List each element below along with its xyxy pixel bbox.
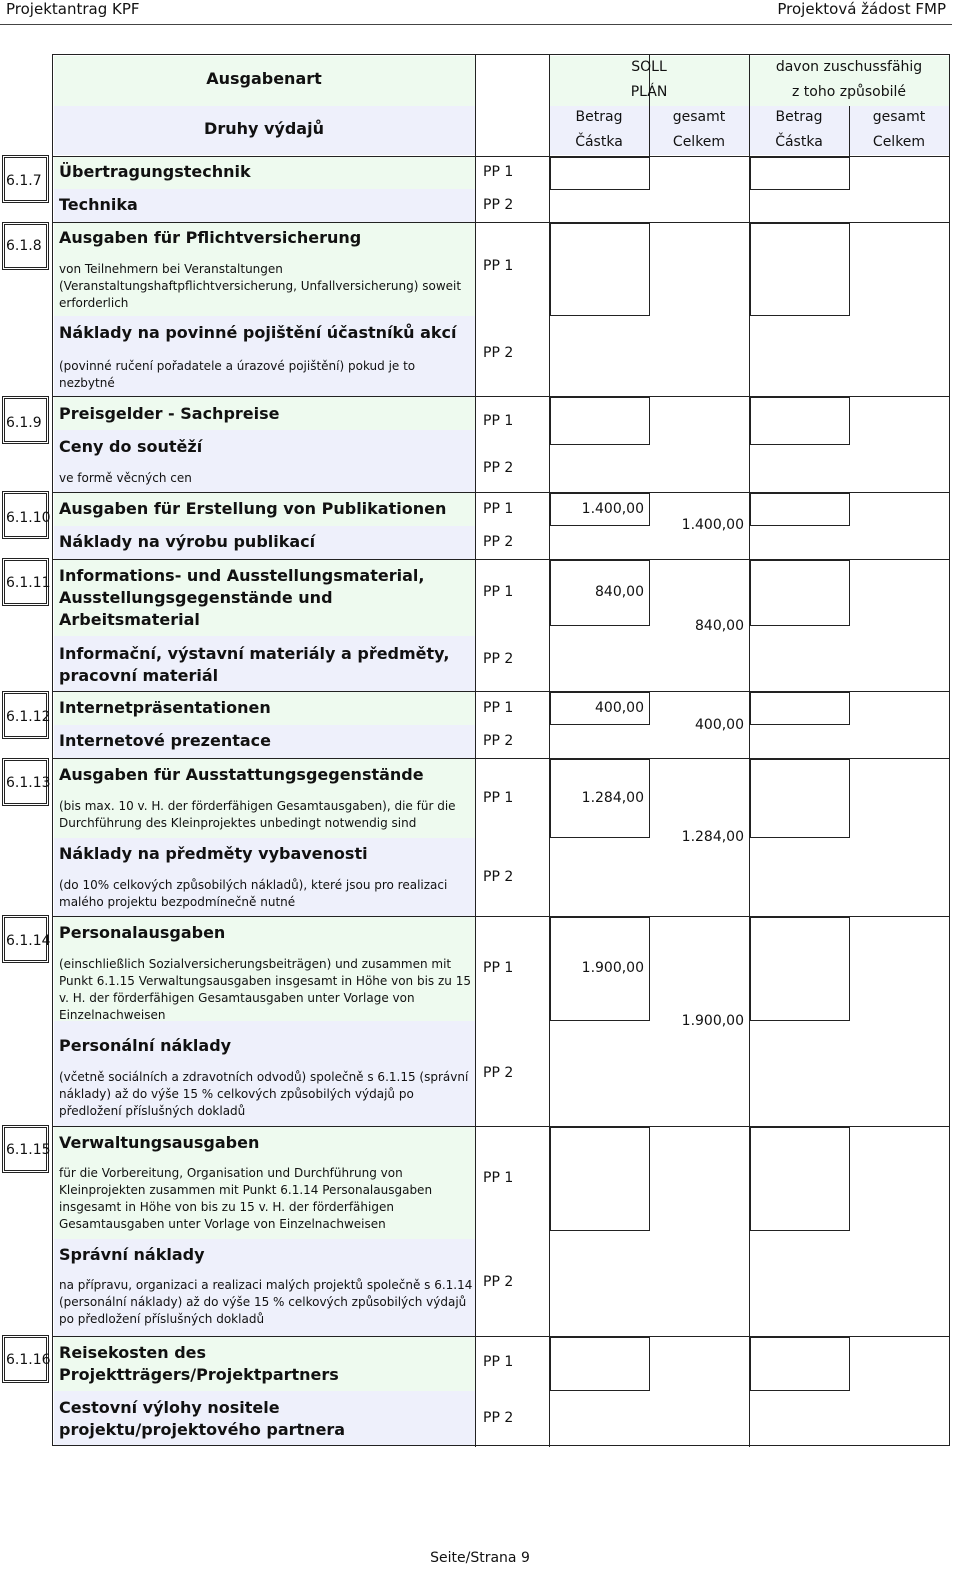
gesamt-value: 1.284,00 bbox=[681, 829, 744, 845]
row-number: 6.1.9 bbox=[2, 396, 49, 444]
header-gesamt: gesamt bbox=[672, 109, 726, 125]
row-title-de: Personalausgaben bbox=[59, 923, 226, 942]
pp1-betrag: 840,00 bbox=[595, 584, 644, 600]
pp1-label: PP 1 bbox=[483, 501, 514, 517]
row-number: 6.1.12 bbox=[2, 691, 49, 739]
header-betrag-eligible: Betrag bbox=[775, 109, 823, 125]
row-number: 6.1.8 bbox=[2, 222, 49, 270]
header-castka-eligible: Částka bbox=[775, 134, 823, 150]
pp1-label: PP 1 bbox=[483, 1170, 514, 1186]
row-title-de: Ausgaben für Erstellung von Publikationen bbox=[59, 499, 447, 518]
pp1-betrag: 1.900,00 bbox=[581, 960, 644, 976]
header-eligible-de: davon zuschussfähig bbox=[775, 59, 923, 75]
row-title-de: Preisgelder - Sachpreise bbox=[59, 404, 280, 423]
row-desc-cz: (do 10% celkových způsobilých nákladů), které jsou pro realizaci malého projektu bezpodmínečně nutné bbox=[59, 878, 448, 909]
row-title-cz: Cestovní výlohy nositele projektu/projektového partnera bbox=[59, 1398, 346, 1439]
pp2-label: PP 2 bbox=[483, 651, 514, 667]
row-title-cz: Informační, výstavní materiály a předměty, pracovní materiál bbox=[59, 644, 450, 685]
amount-cell bbox=[750, 560, 850, 626]
row-title-de: Verwaltungsausgaben bbox=[59, 1133, 260, 1152]
row-title-de: Ausgaben für Pflichtversicherung bbox=[59, 228, 362, 247]
pp2-label: PP 2 bbox=[483, 1274, 514, 1290]
amount-cell bbox=[550, 223, 650, 316]
row-desc-de: von Teilnehmern bei Veranstaltungen (Veranstaltungshaftpflichtversicherung, Unfallversicherung) soweit erforderlich bbox=[59, 262, 462, 310]
expense-table bbox=[52, 54, 950, 1446]
pp1-betrag: 1.284,00 bbox=[581, 790, 644, 806]
row-desc-cz: na přípravu, organizaci a realizaci malých projektů společně s 6.1.14 (personální náklady) až do výše 15 % celkových způsobilých výdajů po předložení příslušných dokladů bbox=[59, 1278, 473, 1326]
row-title-cz: Ceny do soutěží bbox=[59, 437, 203, 456]
pp1-label: PP 1 bbox=[483, 164, 514, 180]
pp2-label: PP 2 bbox=[483, 460, 514, 476]
header-celkem: Celkem bbox=[672, 134, 726, 150]
row-number: 6.1.16 bbox=[2, 1335, 49, 1383]
pp1-label: PP 1 bbox=[483, 258, 514, 274]
row-number: 6.1.11 bbox=[2, 558, 49, 606]
pp2-label: PP 2 bbox=[483, 1065, 514, 1081]
row-number: 6.1.7 bbox=[2, 155, 49, 203]
header-divider bbox=[0, 24, 952, 25]
amount-cell bbox=[550, 157, 650, 190]
row-desc-de: (bis max. 10 v. H. der förderfähigen Gesamtausgaben), die für die Durchführung des Kleinprojektes unbedingt notwendig sind bbox=[59, 799, 456, 830]
header-celkem-eligible: Celkem bbox=[872, 134, 926, 150]
amount-cell bbox=[550, 1127, 650, 1231]
header-right: Projektová žádost FMP bbox=[777, 0, 946, 18]
pp1-label: PP 1 bbox=[483, 700, 514, 716]
pp1-label: PP 1 bbox=[483, 1354, 514, 1370]
row-desc-cz: (povinné ručení pořadatele a úrazové pojištění) pokud je to nezbytné bbox=[59, 359, 416, 390]
row-title-cz: Náklady na povinné pojištění účastníků akcí bbox=[59, 323, 457, 342]
row-desc-de: für die Vorbereitung, Organisation und Durchführung von Kleinprojekten zusammen mit Punkt 6.1.14 Personalausgaben insgesamt in Höhe von bis zu 15 v. H. der förderfähigen Gesamtausgaben unter Vorlage von Einzelnachweisen bbox=[59, 1166, 433, 1231]
pp1-label: PP 1 bbox=[483, 413, 514, 429]
gesamt-value: 1.400,00 bbox=[681, 517, 744, 533]
amount-cell bbox=[750, 759, 850, 838]
row-title-cz: Internetové prezentace bbox=[59, 731, 271, 750]
header-plan: PLÁN bbox=[630, 84, 668, 100]
amount-cell bbox=[750, 1127, 850, 1231]
row-desc-de: (einschließlich Sozialversicherungsbeiträgen) und zusammen mit Punkt 6.1.15 Verwaltungsausgaben insgesamt in Höhe von bis zu 15 v. H. der förderfähigen Gesamtausgaben unter Vorlage von Einzelnachweisen bbox=[59, 957, 471, 1022]
header-betrag: Betrag bbox=[575, 109, 623, 125]
row-title-cz: Náklady na předměty vybavenosti bbox=[59, 844, 368, 863]
pp1-betrag: 400,00 bbox=[595, 700, 644, 716]
amount-cell bbox=[750, 917, 850, 1021]
amount-cell bbox=[750, 223, 850, 316]
gesamt-value: 400,00 bbox=[695, 717, 744, 733]
header-left: Projektantrag KPF bbox=[6, 0, 140, 18]
header-type-de: Ausgabenart bbox=[206, 69, 322, 88]
row-title-cz: Technika bbox=[59, 195, 138, 214]
row-title-cz: Správní náklady bbox=[59, 1245, 205, 1264]
pp1-betrag: 1.400,00 bbox=[581, 501, 644, 517]
pp2-label: PP 2 bbox=[483, 345, 514, 361]
pp1-label: PP 1 bbox=[483, 960, 514, 976]
amount-cell bbox=[550, 1337, 650, 1391]
amount-cell bbox=[550, 397, 650, 445]
header-eligible-cz: z toho způsobilé bbox=[792, 84, 906, 100]
row-title-de: Informations- und Ausstellungsmaterial, Ausstellungsgegenstände und Arbeitsmaterial bbox=[59, 566, 425, 629]
row-number: 6.1.13 bbox=[2, 758, 49, 806]
row-number: 6.1.15 bbox=[2, 1125, 49, 1173]
amount-cell bbox=[750, 397, 850, 445]
pp1-label: PP 1 bbox=[483, 584, 514, 600]
page-footer: Seite/Strana 9 bbox=[430, 1550, 530, 1566]
amount-cell bbox=[750, 692, 850, 725]
pp2-label: PP 2 bbox=[483, 869, 514, 885]
row-number: 6.1.14 bbox=[2, 915, 49, 963]
pp2-label: PP 2 bbox=[483, 534, 514, 550]
row-title-cz: Personální náklady bbox=[59, 1036, 232, 1055]
amount-cell bbox=[750, 157, 850, 190]
pp2-label: PP 2 bbox=[483, 1410, 514, 1426]
header-castka: Částka bbox=[575, 134, 623, 150]
pp2-label: PP 2 bbox=[483, 733, 514, 749]
row-desc-cz: ve formě věcných cen bbox=[59, 471, 192, 485]
row-title-de: Übertragungstechnik bbox=[59, 162, 251, 181]
pp2-label: PP 2 bbox=[483, 197, 514, 213]
row-title-cz: Náklady na výrobu publikací bbox=[59, 532, 316, 551]
gesamt-value: 1.900,00 bbox=[681, 1013, 744, 1029]
gesamt-value: 840,00 bbox=[695, 618, 744, 634]
amount-cell bbox=[750, 1337, 850, 1391]
pp1-label: PP 1 bbox=[483, 790, 514, 806]
row-number: 6.1.10 bbox=[2, 491, 49, 539]
header-soll: SOLL bbox=[631, 59, 667, 75]
row-title-de: Reisekosten des Projektträgers/Projektpartners bbox=[59, 1343, 339, 1384]
amount-cell bbox=[750, 493, 850, 526]
divider bbox=[475, 55, 476, 1447]
header-type-cz: Druhy výdajů bbox=[204, 119, 324, 138]
row-title-de: Internetpräsentationen bbox=[59, 698, 271, 717]
header-gesamt-eligible: gesamt bbox=[872, 109, 926, 125]
row-desc-cz: (včetně sociálních a zdravotních odvodů) společně s 6.1.15 (správní náklady) až do výše 15 % celkových způsobilých výdajů po předložení příslušných dokladů bbox=[59, 1070, 469, 1118]
row-title-de: Ausgaben für Ausstattungsgegenstände bbox=[59, 765, 424, 784]
